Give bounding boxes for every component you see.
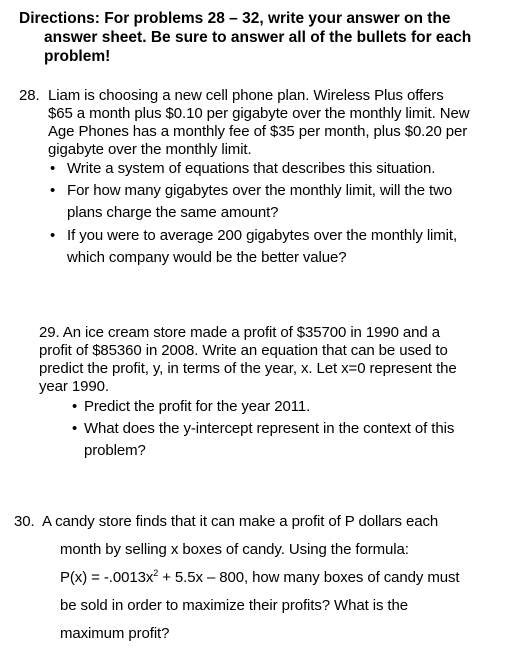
bullet-icon: • — [50, 182, 56, 199]
bullet-text: What does the y-intercept represent in the context of this — [84, 420, 455, 437]
bullet-text: problem? — [84, 442, 146, 459]
bullet-icon: • — [50, 160, 56, 177]
problem-number: 30. — [14, 513, 35, 530]
problem-text-line: profit of $85360 in 2008. Write an equation that can be used to — [39, 342, 448, 359]
problem-text-line: gigabyte over the monthly limit. — [48, 141, 252, 158]
bullet-icon: • — [50, 227, 56, 244]
problem-text-line: Liam is choosing a new cell phone plan. Wireless Plus offers — [48, 87, 444, 104]
problem-text-line: predict the profit, y, in terms of the year, x. Let x=0 represent the — [39, 360, 457, 377]
formula-exponent: 2 — [153, 568, 159, 578]
directions-line: Directions: For problems 28 – 32, write your answer on the — [19, 10, 451, 27]
problem-text-line: month by selling x boxes of candy. Using the formula: — [60, 541, 409, 558]
problem-text-line: $65 a month plus $0.10 per gigabyte over the monthly limit. New — [48, 105, 470, 122]
problem-text-line: maximum profit? — [60, 625, 170, 642]
problem-number: 28. — [19, 87, 40, 104]
directions-line: problem! — [44, 48, 111, 65]
problem-text-line: A candy store finds that it can make a profit of P dollars each — [42, 513, 439, 530]
bullet-icon: • — [72, 398, 78, 415]
problem-text-line: be sold in order to maximize their profits? What is the — [60, 597, 408, 614]
bullet-text: Predict the profit for the year 2011. — [84, 398, 311, 415]
formula-post: + 5.5x – 800, how many boxes of candy must — [158, 569, 460, 586]
problem-text-line: 29. An ice cream store made a profit of $35700 in 1990 and a — [39, 324, 440, 341]
bullet-text: For how many gigabytes over the monthly limit, will the two — [67, 182, 453, 199]
bullet-text: which company would be the better value? — [67, 249, 347, 266]
formula-line — [60, 569, 459, 586]
bullet-text: plans charge the same amount? — [67, 204, 279, 221]
problem-text-line: Age Phones has a monthly fee of $35 per month, plus $0.20 per — [48, 123, 468, 140]
directions-line: answer sheet. Be sure to answer all of the bullets for each — [44, 29, 472, 46]
formula-pre: P(x) = -.0013x — [60, 569, 154, 586]
bullet-text: Write a system of equations that describes this situation. — [67, 160, 436, 177]
problem-text-line: year 1990. — [39, 378, 109, 395]
bullet-text: If you were to average 200 gigabytes over the monthly limit, — [67, 227, 458, 244]
bullet-icon: • — [72, 420, 78, 437]
